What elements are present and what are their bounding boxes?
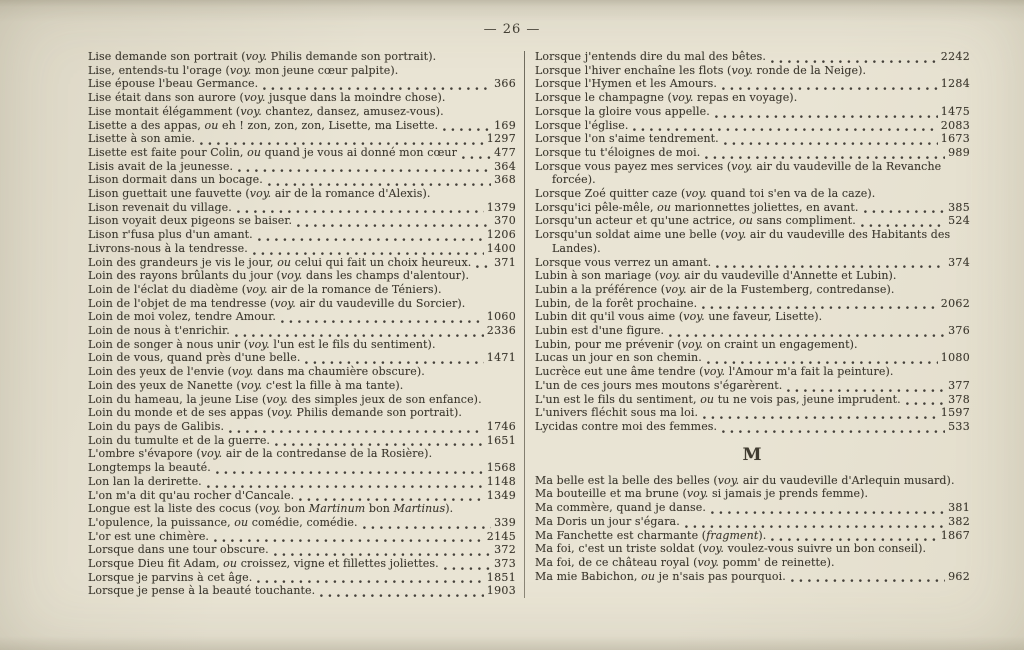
dot-leader xyxy=(305,354,483,365)
entry-title: Ma mie Babichon, ou je n'sais pas pourquoi. xyxy=(535,569,786,583)
entry-title: Lison r'fusa plus d'un amant. xyxy=(88,228,253,242)
entry-title: Lorsque Zoé quitter caze (voy. quand toi s'en va de la caze). xyxy=(535,187,876,201)
entry-air-number: 372 xyxy=(494,543,516,557)
index-entry xyxy=(535,393,970,407)
entry-air-number: 2242 xyxy=(940,50,970,63)
entry-title: Lorsque l'église. xyxy=(535,118,629,132)
entry-air-number: 1379 xyxy=(486,200,516,214)
index-entry xyxy=(535,228,970,255)
dot-leader xyxy=(297,217,491,228)
index-entry xyxy=(88,214,516,228)
entry-title: Lison guettait une fauvette (voy. air de la romance d'Alexis). xyxy=(88,187,431,201)
entry-title: Loin de moi volez, tendre Amour. xyxy=(88,310,276,324)
index-entry xyxy=(88,502,516,516)
index-entry xyxy=(88,489,516,503)
dot-leader xyxy=(238,162,491,173)
index-section-l-continued xyxy=(535,50,970,434)
entry-title: Lorsque vous payez mes services (voy. air du vaudeville de la Revanche forcée). xyxy=(535,159,942,187)
entry-air-number: 533 xyxy=(948,419,970,433)
entry-title: Lorsqu'un acteur et qu'une actrice, ou sans compliment. xyxy=(535,214,856,228)
entry-title: Lorsqu'un soldat aime une belle (voy. air du vaudeville des Habitants des Landes). xyxy=(535,228,951,255)
entry-title: Loin de l'objet de ma tendresse (voy. air du vaudeville du Sorcier). xyxy=(88,296,466,310)
dot-leader xyxy=(705,149,945,160)
entry-air-number: 1851 xyxy=(486,570,516,584)
index-entry xyxy=(88,242,516,256)
index-entry xyxy=(88,324,516,338)
index-entry xyxy=(88,132,516,146)
index-entry xyxy=(535,64,970,78)
entry-title: L'un est le fils du sentiment, ou tu ne vois pas, jeune imprudent. xyxy=(535,392,901,406)
entry-air-number: 1148 xyxy=(486,474,516,488)
index-entry xyxy=(88,119,516,133)
index-entry xyxy=(88,228,516,242)
entry-air-number: 377 xyxy=(948,378,970,392)
dot-leader xyxy=(237,203,484,214)
index-entry xyxy=(88,256,516,270)
entry-air-number: 385 xyxy=(948,200,970,214)
entry-air-number: 962 xyxy=(948,569,970,583)
dot-leader xyxy=(791,572,945,583)
index-entry xyxy=(535,283,970,297)
entry-title: Ma belle est la belle des belles (voy. air du vaudeville d'Arlequin musard). xyxy=(535,473,955,487)
dot-leader xyxy=(229,423,484,434)
index-entry xyxy=(88,557,516,571)
entry-title: Loin des yeux de Nanette (voy. c'est la fille à ma tante). xyxy=(88,378,404,392)
index-entry xyxy=(88,420,516,434)
index-entry xyxy=(535,529,970,543)
entry-air-number: 2062 xyxy=(940,296,970,310)
column-divider-rule xyxy=(524,51,525,598)
entry-title: Lubin, de la forêt prochaine. xyxy=(535,296,698,310)
entry-title: Loin de l'éclat du diadème (voy. air de la romance de Téniers). xyxy=(88,282,442,296)
index-columns xyxy=(88,50,970,598)
dot-leader xyxy=(906,395,945,406)
entry-title: Lucrèce eut une âme tendre (voy. l'Amour m'a fait la peinture). xyxy=(535,365,894,379)
entry-title: Loin du tumulte et de la guerre. xyxy=(88,433,271,447)
entry-air-number: 1349 xyxy=(486,488,516,502)
dot-leader xyxy=(633,121,937,132)
index-entry xyxy=(535,146,970,160)
entry-title: Lisette à son amie. xyxy=(88,132,196,146)
entry-air-number: 989 xyxy=(948,145,970,159)
index-entry xyxy=(88,160,516,174)
entry-title: Ma foi, c'est un triste soldat (voy. voulez-vous suivre un bon conseil). xyxy=(535,542,927,556)
entry-title: Loin du hameau, la jeune Lise (voy. des simples jeux de son enfance). xyxy=(88,392,482,406)
index-entry xyxy=(88,584,516,598)
dot-leader xyxy=(716,258,945,269)
entry-air-number: 1867 xyxy=(940,528,970,542)
index-entry xyxy=(535,365,970,379)
entry-title: Lorsqu'ici pêle-mêle, ou marionnettes joliettes, en avant. xyxy=(535,200,859,214)
entry-title: Lubin dit qu'il vous aime (voy. une faveur, Lisette). xyxy=(535,310,823,324)
dot-leader xyxy=(462,149,491,160)
entry-title: Loin des grandeurs je vis le jour, ou celui qui fait un choix heureux. xyxy=(88,255,472,269)
dot-leader xyxy=(299,491,484,502)
entry-title: Lise montait élégamment (voy. chantez, dansez, amusez-vous). xyxy=(88,104,444,118)
dot-leader xyxy=(257,573,483,584)
entry-title: Lorsque tu t'éloignes de moi. xyxy=(535,145,701,159)
index-entry xyxy=(88,64,516,78)
entry-air-number: 1673 xyxy=(940,132,970,146)
index-entry xyxy=(535,406,970,420)
entry-air-number: 524 xyxy=(948,214,970,228)
entry-air-number: 1597 xyxy=(940,406,970,420)
index-entry xyxy=(88,543,516,557)
index-entry xyxy=(535,50,970,64)
index-entry xyxy=(535,187,970,201)
dot-leader xyxy=(258,231,484,242)
index-entry xyxy=(535,420,970,434)
entry-air-number: 2145 xyxy=(486,529,516,543)
index-entry xyxy=(88,338,516,352)
dot-leader xyxy=(207,478,484,489)
entry-title: Lorsque Dieu fit Adam, ou croissez, vigne et fillettes joliettes. xyxy=(88,557,439,571)
entry-title: L'ombre s'évapore (voy. air de la contredanse de la Rosière). xyxy=(88,447,433,461)
index-entry xyxy=(535,256,970,270)
entry-air-number: 366 xyxy=(494,77,516,91)
dot-leader xyxy=(200,135,484,146)
entry-title: Lorsque l'on s'aime tendrement. xyxy=(535,132,719,146)
index-entry xyxy=(535,570,970,584)
dot-leader xyxy=(235,327,484,338)
entry-title: Ma bouteille et ma brune (voy. si jamais je prends femme). xyxy=(535,487,869,501)
index-entry xyxy=(535,201,970,215)
entry-air-number: 1568 xyxy=(486,461,516,475)
index-entry xyxy=(535,132,970,146)
page-number: — 26 — xyxy=(483,22,541,37)
dot-leader xyxy=(669,327,945,338)
index-entry xyxy=(535,160,970,187)
entry-air-number: 368 xyxy=(494,173,516,187)
entry-title: Lorsque vous verrez un amant. xyxy=(535,255,712,269)
entry-air-number: 381 xyxy=(948,501,970,515)
dot-leader xyxy=(715,108,938,119)
entry-title: Ma Fanchette est charmante (fragment). xyxy=(535,528,767,542)
dot-leader xyxy=(861,217,945,228)
dot-leader xyxy=(771,531,937,542)
entry-title: L'un de ces jours mes moutons s'égarèrent. xyxy=(535,378,783,392)
entry-title: L'on m'a dit qu'au rocher d'Cancale. xyxy=(88,488,295,502)
dot-leader xyxy=(685,518,945,529)
index-entry xyxy=(535,269,970,283)
entry-title: Loin des rayons brûlants du jour (voy. dans les champs d'alentour). xyxy=(88,269,470,283)
index-entry xyxy=(535,474,970,488)
entry-title: Loin du monde et de ses appas (voy. Philis demande son portrait). xyxy=(88,406,462,420)
entry-air-number: 1651 xyxy=(486,433,516,447)
index-entry xyxy=(535,119,970,133)
dot-leader xyxy=(787,382,945,393)
dot-leader xyxy=(274,546,491,557)
entry-title: Lubin est d'une figure. xyxy=(535,324,665,338)
index-entry xyxy=(88,283,516,297)
dot-leader xyxy=(443,121,491,132)
entry-title: Lise, entends-tu l'orage (voy. mon jeune cœur palpite). xyxy=(88,63,399,77)
index-entry xyxy=(88,365,516,379)
entry-title: Lorsque je pense à la beauté touchante. xyxy=(88,584,316,598)
entry-title: Lisis avait de la jeunesse. xyxy=(88,159,234,173)
dot-leader xyxy=(275,436,484,447)
section-letter-heading: M xyxy=(742,444,763,465)
entry-title: Lorsque l'hiver enchaîne les flots (voy. ronde de la Neige). xyxy=(535,63,867,77)
entry-title: Lon lan la derirette. xyxy=(88,474,202,488)
entry-title: L'univers fléchit sous ma loi. xyxy=(535,406,699,420)
entry-title: Lubin, pour me prévenir (voy. on craint un engagement). xyxy=(535,337,858,351)
index-entry xyxy=(535,77,970,91)
dot-leader xyxy=(864,203,946,214)
entry-title: Lisette est faite pour Colin, ou quand je vous ai donné mon cœur xyxy=(88,145,457,159)
dot-leader xyxy=(702,299,938,310)
index-entry xyxy=(535,501,970,515)
entry-air-number: 1471 xyxy=(486,351,516,365)
entry-air-number: 339 xyxy=(494,515,516,529)
index-entry xyxy=(88,516,516,530)
dot-leader xyxy=(263,80,491,91)
index-entry xyxy=(88,475,516,489)
entry-air-number: 373 xyxy=(494,557,516,571)
index-entry xyxy=(88,379,516,393)
entry-title: L'or est une chimère. xyxy=(88,529,210,543)
index-entry xyxy=(88,91,516,105)
index-entry xyxy=(535,297,970,311)
entry-title: Loin de nous à t'enrichir. xyxy=(88,324,230,338)
dot-leader xyxy=(320,587,484,598)
index-column-right xyxy=(535,50,970,598)
entry-title: Lorsque la gloire vous appelle. xyxy=(535,104,710,118)
index-section-m xyxy=(535,474,970,584)
entry-air-number: 1475 xyxy=(940,104,970,118)
dot-leader xyxy=(216,464,484,475)
index-entry xyxy=(535,556,970,570)
entry-title: L'opulence, la puissance, ou comédie, comédie. xyxy=(88,515,358,529)
dot-leader xyxy=(281,313,484,324)
index-entry xyxy=(535,351,970,365)
entry-air-number: 374 xyxy=(948,255,970,269)
entry-title: Lise épouse l'beau Germance. xyxy=(88,77,259,91)
entry-title: Lycidas contre moi des femmes. xyxy=(535,419,718,433)
entry-title: Lubin à son mariage (voy. air du vaudeville d'Annette et Lubin). xyxy=(535,269,897,283)
dot-leader xyxy=(722,423,945,434)
index-entry xyxy=(88,77,516,91)
index-entry xyxy=(535,214,970,228)
entry-air-number: 477 xyxy=(494,145,516,159)
entry-air-number: 1284 xyxy=(940,77,970,91)
index-entry xyxy=(535,487,970,501)
entry-title: Lise demande son portrait (voy. Philis demande son portrait). xyxy=(88,50,437,63)
entry-title: Lison revenait du village. xyxy=(88,200,232,214)
index-entry xyxy=(535,324,970,338)
dot-leader xyxy=(707,354,938,365)
entry-air-number: 378 xyxy=(948,392,970,406)
entry-title: Lucas un jour en son chemin. xyxy=(535,351,702,365)
entry-air-number: 1400 xyxy=(486,241,516,255)
entry-title: Lise était dans son aurore (voy. jusque dans la moindre chose). xyxy=(88,91,446,105)
index-entry xyxy=(88,105,516,119)
dot-leader xyxy=(268,176,491,187)
index-entry xyxy=(88,393,516,407)
entry-title: Loin du pays de Galibis. xyxy=(88,419,225,433)
dot-leader xyxy=(214,532,484,543)
entry-air-number: 2083 xyxy=(940,118,970,132)
entry-title: Loin de vous, quand près d'une belle. xyxy=(88,351,301,365)
entry-title: Lisette a des appas, ou eh ! zon, zon, zon, Lisette, ma Lisette. xyxy=(88,118,439,132)
entry-air-number: 1206 xyxy=(486,228,516,242)
entry-title: Lorsque l'Hymen et les Amours. xyxy=(535,77,717,91)
dot-leader xyxy=(722,80,938,91)
entry-air-number: 364 xyxy=(494,159,516,173)
entry-title: Lorsque le champagne (voy. repas en voyage). xyxy=(535,91,798,105)
dot-leader xyxy=(711,504,945,515)
entry-air-number: 382 xyxy=(948,514,970,528)
dot-leader xyxy=(363,519,492,530)
entry-title: Livrons-nous à la tendresse. xyxy=(88,241,248,255)
entry-air-number: 1903 xyxy=(486,584,516,598)
entry-title: Ma Doris un jour s'égara. xyxy=(535,514,680,528)
entry-title: Lison voyait deux pigeons se baiser. xyxy=(88,214,293,228)
entry-title: Lison dormait dans un bocage. xyxy=(88,173,263,187)
dot-leader xyxy=(703,409,938,420)
entry-air-number: 376 xyxy=(948,324,970,338)
dot-leader xyxy=(771,53,938,64)
entry-air-number: 1060 xyxy=(486,310,516,324)
index-entry xyxy=(88,310,516,324)
index-entry xyxy=(535,310,970,324)
entry-title: Loin de songer à nous unir (voy. l'un est le fils du sentiment). xyxy=(88,337,436,351)
entry-air-number: 370 xyxy=(494,214,516,228)
entry-air-number: 371 xyxy=(494,255,516,269)
entry-title: Lorsque je parvins à cet âge. xyxy=(88,570,253,584)
index-entry xyxy=(88,201,516,215)
index-entry xyxy=(535,105,970,119)
index-entry xyxy=(88,434,516,448)
entry-air-number: 1297 xyxy=(486,132,516,146)
entry-air-number: 1746 xyxy=(486,419,516,433)
index-entry xyxy=(535,379,970,393)
entry-title: Lubin a la préférence (voy. air de la Fustemberg, contredanse). xyxy=(535,282,895,296)
index-entry xyxy=(535,338,970,352)
index-entry xyxy=(88,447,516,461)
index-entry xyxy=(88,461,516,475)
dot-leader xyxy=(724,135,938,146)
entry-title: Longtemps la beauté. xyxy=(88,461,211,475)
entry-air-number: 169 xyxy=(494,118,516,132)
index-entry xyxy=(88,406,516,420)
index-entry xyxy=(535,515,970,529)
dot-leader xyxy=(253,245,484,256)
index-entry xyxy=(535,91,970,105)
dot-leader xyxy=(476,258,491,269)
index-entry xyxy=(88,269,516,283)
entry-title: Ma foi, de ce château royal (voy. pomm' de reinette). xyxy=(535,555,835,569)
entry-title: Loin des yeux de l'envie (voy. dans ma chaumière obscure). xyxy=(88,365,425,379)
index-entry xyxy=(535,542,970,556)
index-entry xyxy=(88,297,516,311)
index-entry xyxy=(88,187,516,201)
entry-title: Lorsque j'entends dire du mal des bêtes. xyxy=(535,50,766,63)
entry-air-number: 2336 xyxy=(486,324,516,338)
entry-title: Ma commère, quand je danse. xyxy=(535,501,706,515)
index-column-left xyxy=(88,50,516,598)
index-entry xyxy=(88,173,516,187)
index-entry xyxy=(88,571,516,585)
index-entry xyxy=(88,530,516,544)
index-entry xyxy=(88,351,516,365)
index-entry xyxy=(88,146,516,160)
entry-title: Longue est la liste des cocus (voy. bon Martinum bon Martinus). xyxy=(88,502,454,516)
entry-title: Lorsque dans une tour obscure. xyxy=(88,543,269,557)
entry-air-number: 1080 xyxy=(940,351,970,365)
index-entry xyxy=(88,50,516,64)
dot-leader xyxy=(444,560,491,571)
